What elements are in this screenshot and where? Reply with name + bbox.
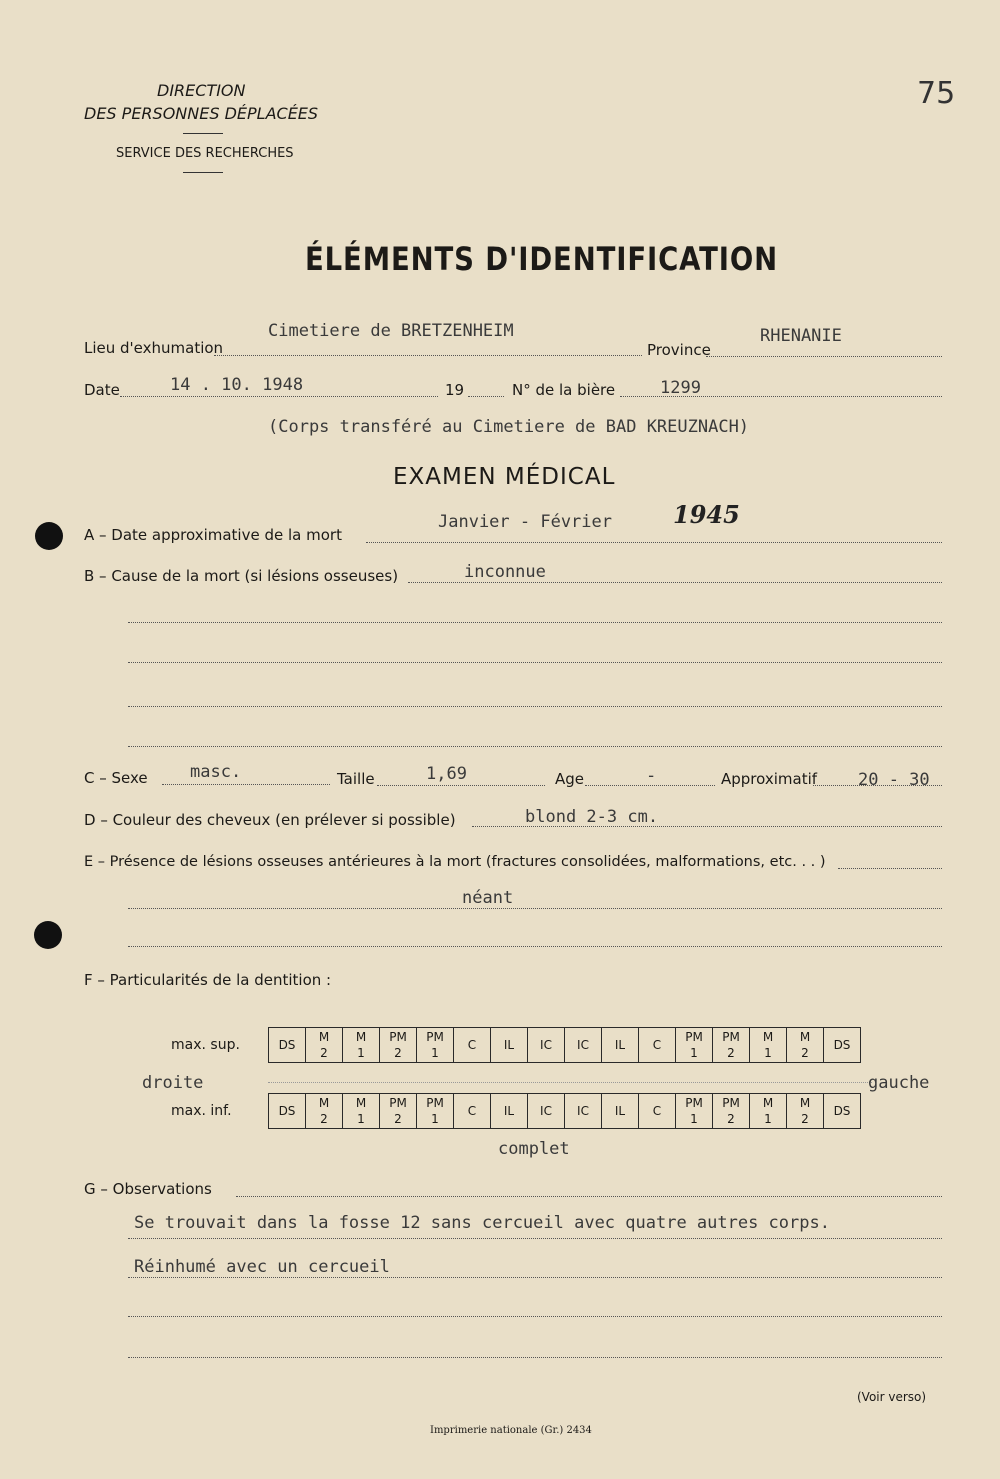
max-inf-label: max. inf. <box>171 1103 232 1119</box>
c-taille-line <box>377 785 545 786</box>
tooth-type: IL <box>503 1104 515 1118</box>
b-extra-line-3 <box>128 706 942 707</box>
a-label: A – Date approximative de la mort <box>84 526 342 544</box>
tooth-type: IL <box>503 1038 515 1052</box>
lower-tooth-cell <box>306 1094 343 1129</box>
c-approx-label: Approximatif <box>721 770 818 788</box>
year-line <box>468 396 504 397</box>
lower-teeth-grid <box>268 1093 861 1129</box>
lower-tooth-cell <box>343 1094 380 1129</box>
lieu-label: Lieu d'exhumation <box>84 339 224 357</box>
page-title: ÉLÉMENTS D'IDENTIFICATION <box>305 240 779 278</box>
lower-tooth-cell <box>380 1094 417 1129</box>
lower-tooth-cell <box>454 1094 491 1129</box>
upper-tooth-cell <box>491 1028 528 1063</box>
e-line <box>838 868 942 869</box>
upper-tooth-cell <box>713 1028 750 1063</box>
lower-tooth-cell <box>491 1094 528 1129</box>
tooth-type: IL <box>614 1104 626 1118</box>
tooth-number: 2 <box>727 1112 735 1126</box>
tooth-number: 2 <box>394 1112 402 1126</box>
punch-hole-top <box>35 522 63 550</box>
tooth-type: PM <box>426 1030 444 1044</box>
date-label: Date <box>84 381 120 399</box>
b-extra-line-1 <box>128 622 942 623</box>
tooth-type: PM <box>389 1030 407 1044</box>
lower-tooth-cell <box>565 1094 602 1129</box>
direction-line2: DES PERSONNES DÉPLACÉES <box>84 104 319 123</box>
upper-tooth-cell <box>824 1028 861 1063</box>
exam-title: EXAMEN MÉDICAL <box>393 464 616 490</box>
c-sexe-value: masc. <box>190 762 242 782</box>
lower-tooth-cell <box>676 1094 713 1129</box>
tooth-type: PM <box>685 1096 703 1110</box>
lower-tooth-cell <box>824 1094 861 1129</box>
tooth-type: IC <box>540 1038 552 1052</box>
tooth-type: DS <box>833 1038 851 1052</box>
obs-line1-rule <box>128 1238 942 1239</box>
direction-line1: DIRECTION <box>157 81 246 100</box>
e-line-2 <box>128 908 942 909</box>
tooth-type: C <box>652 1038 662 1052</box>
province-line <box>706 356 942 357</box>
tooth-number: 1 <box>357 1046 365 1060</box>
tooth-type: M <box>762 1030 774 1044</box>
header-divider-2 <box>183 172 223 173</box>
b-extra-line-2 <box>128 662 942 663</box>
tooth-number: 2 <box>727 1046 735 1060</box>
service-recherches: SERVICE DES RECHERCHES <box>116 146 294 161</box>
b-label: B – Cause de la mort (si lésions osseuses) <box>84 567 399 585</box>
f-label: F – Particularités de la dentition : <box>84 971 332 989</box>
obs-line3-rule <box>128 1316 942 1317</box>
b-extra-line-4 <box>128 746 942 747</box>
e-label: E – Présence de lésions osseuses antérieures à la mort (fractures consolidées, malformations, etc. . . ) <box>84 854 826 870</box>
tooth-type: DS <box>278 1038 296 1052</box>
b-line <box>408 582 942 583</box>
province-label: Province <box>647 341 711 359</box>
tooth-number: 1 <box>690 1112 698 1126</box>
tooth-number: 2 <box>320 1046 328 1060</box>
tooth-type: PM <box>722 1096 740 1110</box>
tooth-type: M <box>799 1096 811 1110</box>
d-value: blond 2-3 cm. <box>525 807 659 827</box>
tooth-type: M <box>762 1096 774 1110</box>
tooth-type: IC <box>540 1104 552 1118</box>
droite-label: droite <box>142 1073 204 1093</box>
upper-tooth-cell <box>528 1028 565 1063</box>
obs-line2: Réinhumé avec un cercueil <box>134 1257 390 1277</box>
lower-tooth-cell <box>269 1094 306 1129</box>
tooth-type: PM <box>389 1096 407 1110</box>
tooth-type: DS <box>833 1104 851 1118</box>
obs-line1: Se trouvait dans la fosse 12 sans cercueil avec quatre autres corps. <box>134 1213 830 1233</box>
upper-teeth-grid <box>268 1027 861 1063</box>
upper-tooth-cell <box>639 1028 676 1063</box>
c-taille-label: Taille <box>337 770 375 788</box>
jaw-divider-line <box>268 1082 872 1083</box>
tooth-type: C <box>467 1104 477 1118</box>
d-label: D – Couleur des cheveux (en prélever si possible) <box>84 811 456 829</box>
tooth-type: M <box>355 1030 367 1044</box>
b-value: inconnue <box>464 562 546 582</box>
upper-tooth-cell <box>676 1028 713 1063</box>
lieu-value: Cimetiere de BRETZENHEIM <box>268 321 514 341</box>
voir-verso: (Voir verso) <box>857 1390 927 1404</box>
complet-note: complet <box>498 1139 570 1159</box>
punch-hole-bottom <box>34 921 62 949</box>
imprimerie-note: Imprimerie nationale (Gr.) 2434 <box>430 1425 592 1436</box>
upper-tooth-cell <box>565 1028 602 1063</box>
year-prefix: 19 <box>445 381 465 399</box>
a-year-handwritten: 1945 <box>673 500 740 529</box>
c-taille-value: 1,69 <box>426 764 467 784</box>
g-label: G – Observations <box>84 1180 212 1198</box>
transfer-note: (Corps transféré au Cimetiere de BAD KREUZNACH) <box>268 417 750 437</box>
biere-value: 1299 <box>660 378 701 398</box>
a-value: Janvier - Février <box>438 512 612 532</box>
c-approx-value: 20 - 30 <box>858 770 930 790</box>
tooth-type: PM <box>426 1096 444 1110</box>
date-line <box>120 396 438 397</box>
upper-tooth-cell <box>602 1028 639 1063</box>
upper-tooth-cell <box>343 1028 380 1063</box>
tooth-number: 2 <box>320 1112 328 1126</box>
tooth-number: 2 <box>801 1046 809 1060</box>
upper-tooth-cell <box>454 1028 491 1063</box>
obs-line2-rule <box>128 1277 942 1278</box>
tooth-number: 2 <box>394 1046 402 1060</box>
tooth-number: 2 <box>801 1112 809 1126</box>
header-divider-1 <box>183 133 223 134</box>
lower-tooth-cell <box>602 1094 639 1129</box>
tooth-type: M <box>799 1030 811 1044</box>
tooth-number: 1 <box>764 1112 772 1126</box>
biere-label: N° de la bière <box>512 381 616 399</box>
a-line <box>366 542 942 543</box>
max-sup-label: max. sup. <box>171 1037 240 1053</box>
tooth-number: 1 <box>431 1112 439 1126</box>
tooth-type: C <box>467 1038 477 1052</box>
upper-tooth-cell <box>380 1028 417 1063</box>
obs-line4-rule <box>128 1357 942 1358</box>
tooth-type: IC <box>577 1104 589 1118</box>
upper-tooth-cell <box>269 1028 306 1063</box>
upper-tooth-cell <box>417 1028 454 1063</box>
e-line-3 <box>128 946 942 947</box>
upper-tooth-cell <box>787 1028 824 1063</box>
tooth-type: DS <box>278 1104 296 1118</box>
lower-tooth-cell <box>750 1094 787 1129</box>
lower-tooth-cell <box>713 1094 750 1129</box>
lower-tooth-cell <box>639 1094 676 1129</box>
g-line <box>236 1196 942 1197</box>
tooth-type: PM <box>722 1030 740 1044</box>
tooth-type: M <box>355 1096 367 1110</box>
tooth-type: C <box>652 1104 662 1118</box>
lower-tooth-cell <box>417 1094 454 1129</box>
tooth-number: 1 <box>690 1046 698 1060</box>
date-value: 14 . 10. 1948 <box>170 375 304 395</box>
lower-tooth-cell <box>528 1094 565 1129</box>
lower-tooth-cell <box>787 1094 824 1129</box>
c-sexe-line <box>162 784 330 785</box>
tooth-type: IL <box>614 1038 626 1052</box>
tooth-number: 1 <box>357 1112 365 1126</box>
province-value: RHENANIE <box>760 326 842 346</box>
lieu-line <box>214 355 642 356</box>
tooth-number: 1 <box>764 1046 772 1060</box>
upper-tooth-cell <box>750 1028 787 1063</box>
page-number: 75 <box>917 76 956 111</box>
tooth-number: 1 <box>431 1046 439 1060</box>
c-age-label: Age <box>555 770 585 788</box>
c-sexe-label: C – Sexe <box>84 769 148 787</box>
e-value: néant <box>462 888 514 908</box>
c-age-value: - <box>646 766 657 786</box>
tooth-type: IC <box>577 1038 589 1052</box>
gauche-label: gauche <box>868 1073 930 1093</box>
tooth-type: M <box>318 1096 330 1110</box>
upper-tooth-cell <box>306 1028 343 1063</box>
tooth-type: PM <box>685 1030 703 1044</box>
tooth-type: M <box>318 1030 330 1044</box>
